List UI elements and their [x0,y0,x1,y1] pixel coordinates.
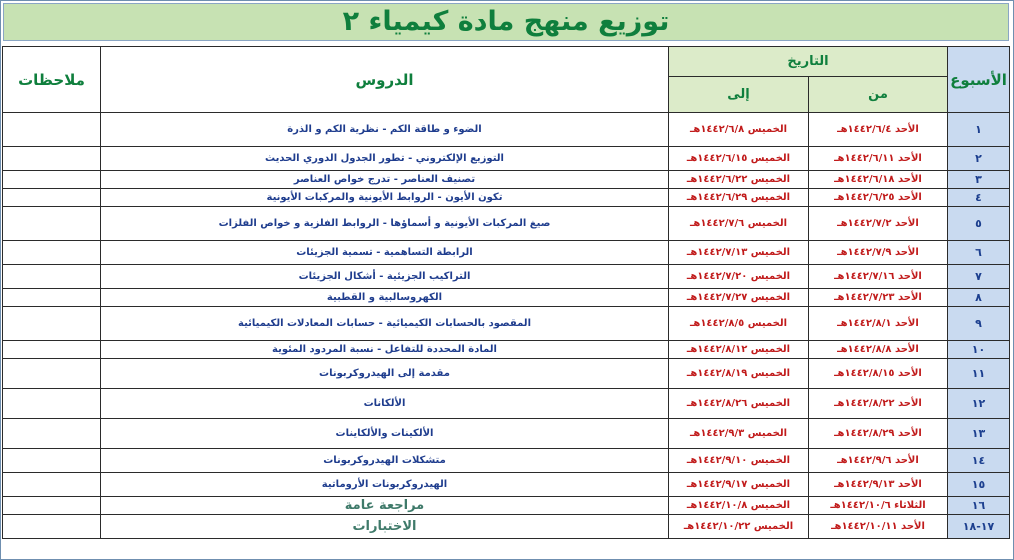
week-cell: ١ [948,113,1010,147]
from-date-cell: الأحد ١٤٤٢/٨/٢٩هـ [809,419,948,449]
lesson-cell: الاختبارات [101,515,669,539]
to-date-cell: الخميس ١٤٤٢/٦/١٥هـ [669,147,809,171]
from-date-cell: الأحد ١٤٤٢/٩/٦هـ [809,449,948,473]
week-cell: ٣ [948,171,1010,189]
notes-cell [3,473,101,497]
to-date-cell: الخميس ١٤٤٢/٦/٢٢هـ [669,171,809,189]
notes-cell [3,341,101,359]
lesson-cell: التراكيب الجزيئية - أشكال الجزيئات [101,265,669,289]
week-cell: ١٦ [948,497,1010,515]
to-date-cell: الخميس ١٤٤٢/٨/١٩هـ [669,359,809,389]
week-cell: ٢ [948,147,1010,171]
table-row [3,449,1010,473]
lesson-cell: الضوء و طاقة الكم - نظرية الكم و الذرة [101,113,669,147]
table-row [3,147,1010,171]
week-cell: ١٥ [948,473,1010,497]
week-cell: ١٣ [948,419,1010,449]
notes-cell [3,171,101,189]
to-date-cell: الخميس ١٤٤٢/٦/٨هـ [669,113,809,147]
to-date-cell: الخميس ١٤٤٢/٧/٢٧هـ [669,289,809,307]
to-date-cell: الخميس ١٤٤٢/٩/٣هـ [669,419,809,449]
table-row [3,113,1010,147]
table-row [3,497,1010,515]
lesson-cell: صيغ المركبات الأيونية و أسماؤها - الروابط الفلزية و خواص الفلزات [101,207,669,241]
notes-cell [3,241,101,265]
header-row [3,47,1010,77]
from-date-cell: الأحد ١٤٤٢/٧/١٦هـ [809,265,948,289]
from-date-cell: الأحد ١٤٤٢/٦/١١هـ [809,147,948,171]
to-date-cell: الخميس ١٤٤٢/٨/١٢هـ [669,341,809,359]
notes-cell [3,307,101,341]
page-title: توزيع منهج مادة كيمياء ٢ [3,3,1009,41]
table-row [3,241,1010,265]
to-date-cell: الخميس ١٤٤٢/١٠/٨هـ [669,497,809,515]
notes-cell [3,419,101,449]
header-week: الأسبوع [948,47,1010,113]
from-date-cell: الأحد ١٤٤٢/٧/٢هـ [809,207,948,241]
week-cell: ٤ [948,189,1010,207]
notes-cell [3,515,101,539]
week-cell: ٥ [948,207,1010,241]
lesson-cell: المقصود بالحسابات الكيميائية - حسابات المعادلات الكيميائية [101,307,669,341]
table-row [3,289,1010,307]
lesson-cell: الهيدروكربونات الأروماتية [101,473,669,497]
notes-cell [3,207,101,241]
from-date-cell: الأحد ١٤٤٢/١٠/١١هـ [809,515,948,539]
notes-cell [3,113,101,147]
table-row [3,207,1010,241]
week-cell: ٨ [948,289,1010,307]
from-date-cell: الأحد ١٤٤٢/٨/٢٢هـ [809,389,948,419]
lesson-cell: مراجعة عامة [101,497,669,515]
to-date-cell: الخميس ١٤٤٢/٧/٦هـ [669,207,809,241]
from-date-cell: الأحد ١٤٤٢/٨/١٥هـ [809,359,948,389]
table-row [3,171,1010,189]
week-cell: ١٧-١٨ [948,515,1010,539]
table-row [3,359,1010,389]
from-date-cell: الأحد ١٤٤٢/٦/٤هـ [809,113,948,147]
from-date-cell: الأحد ١٤٤٢/٩/١٣هـ [809,473,948,497]
notes-cell [3,497,101,515]
header-date: التاريخ [669,47,948,77]
to-date-cell: الخميس ١٤٤٢/٨/٢٦هـ [669,389,809,419]
lesson-cell: الكهروسالبية و القطبية [101,289,669,307]
table-row [3,341,1010,359]
notes-cell [3,449,101,473]
table-row [3,419,1010,449]
week-cell: ١٠ [948,341,1010,359]
week-cell: ١١ [948,359,1010,389]
from-date-cell: الأحد ١٤٤٢/٦/٢٥هـ [809,189,948,207]
lesson-cell: الرابطة التساهمية - تسمية الجزيئات [101,241,669,265]
week-cell: ٧ [948,265,1010,289]
header-lessons: الدروس [101,47,669,113]
table-row [3,389,1010,419]
week-cell: ١٢ [948,389,1010,419]
week-cell: ١٤ [948,449,1010,473]
notes-cell [3,389,101,419]
lesson-cell: متشكلات الهيدروكربونات [101,449,669,473]
table-row [3,307,1010,341]
table-row [3,515,1010,539]
notes-cell [3,359,101,389]
week-cell: ٩ [948,307,1010,341]
lesson-cell: مقدمة إلى الهيدروكربونات [101,359,669,389]
table-row [3,189,1010,207]
header-notes: ملاحظات [3,47,101,113]
lesson-cell: تكون الأيون - الروابط الأيونية والمركبات الأيونية [101,189,669,207]
lesson-cell: الألكانات [101,389,669,419]
schedule-rows [3,113,1010,539]
notes-cell [3,289,101,307]
lesson-cell: المادة المحددة للتفاعل - نسبة المردود المئوية [101,341,669,359]
table-row [3,265,1010,289]
to-date-cell: الخميس ١٤٤٢/٩/١٧هـ [669,473,809,497]
from-date-cell: الأحد ١٤٤٢/٨/٨هـ [809,341,948,359]
lesson-cell: التوزيع الإلكتروني - تطور الجدول الدوري الحديث [101,147,669,171]
from-date-cell: الأحد ١٤٤٢/٧/٩هـ [809,241,948,265]
to-date-cell: الخميس ١٤٤٢/٨/٥هـ [669,307,809,341]
lesson-cell: الألكينات والألكاينات [101,419,669,449]
to-date-cell: الخميس ١٤٤٢/٧/٢٠هـ [669,265,809,289]
week-cell: ٦ [948,241,1010,265]
lesson-cell: تصنيف العناصر - تدرج خواص العناصر [101,171,669,189]
notes-cell [3,147,101,171]
from-date-cell: الأحد ١٤٤٢/٨/١هـ [809,307,948,341]
schedule-table [2,46,1010,539]
from-date-cell: الأحد ١٤٤٢/٧/٢٣هـ [809,289,948,307]
to-date-cell: الخميس ١٤٤٢/٧/١٣هـ [669,241,809,265]
from-date-cell: الثلاثاء ١٤٤٢/١٠/٦هـ [809,497,948,515]
notes-cell [3,265,101,289]
header-from: من [809,77,948,113]
table-row [3,473,1010,497]
to-date-cell: الخميس ١٤٤٢/٩/١٠هـ [669,449,809,473]
from-date-cell: الأحد ١٤٤٢/٦/١٨هـ [809,171,948,189]
notes-cell [3,189,101,207]
header-to: إلى [669,77,809,113]
to-date-cell: الخميس ١٤٤٢/٦/٢٩هـ [669,189,809,207]
to-date-cell: الخميس ١٤٤٢/١٠/٢٢هـ [669,515,809,539]
